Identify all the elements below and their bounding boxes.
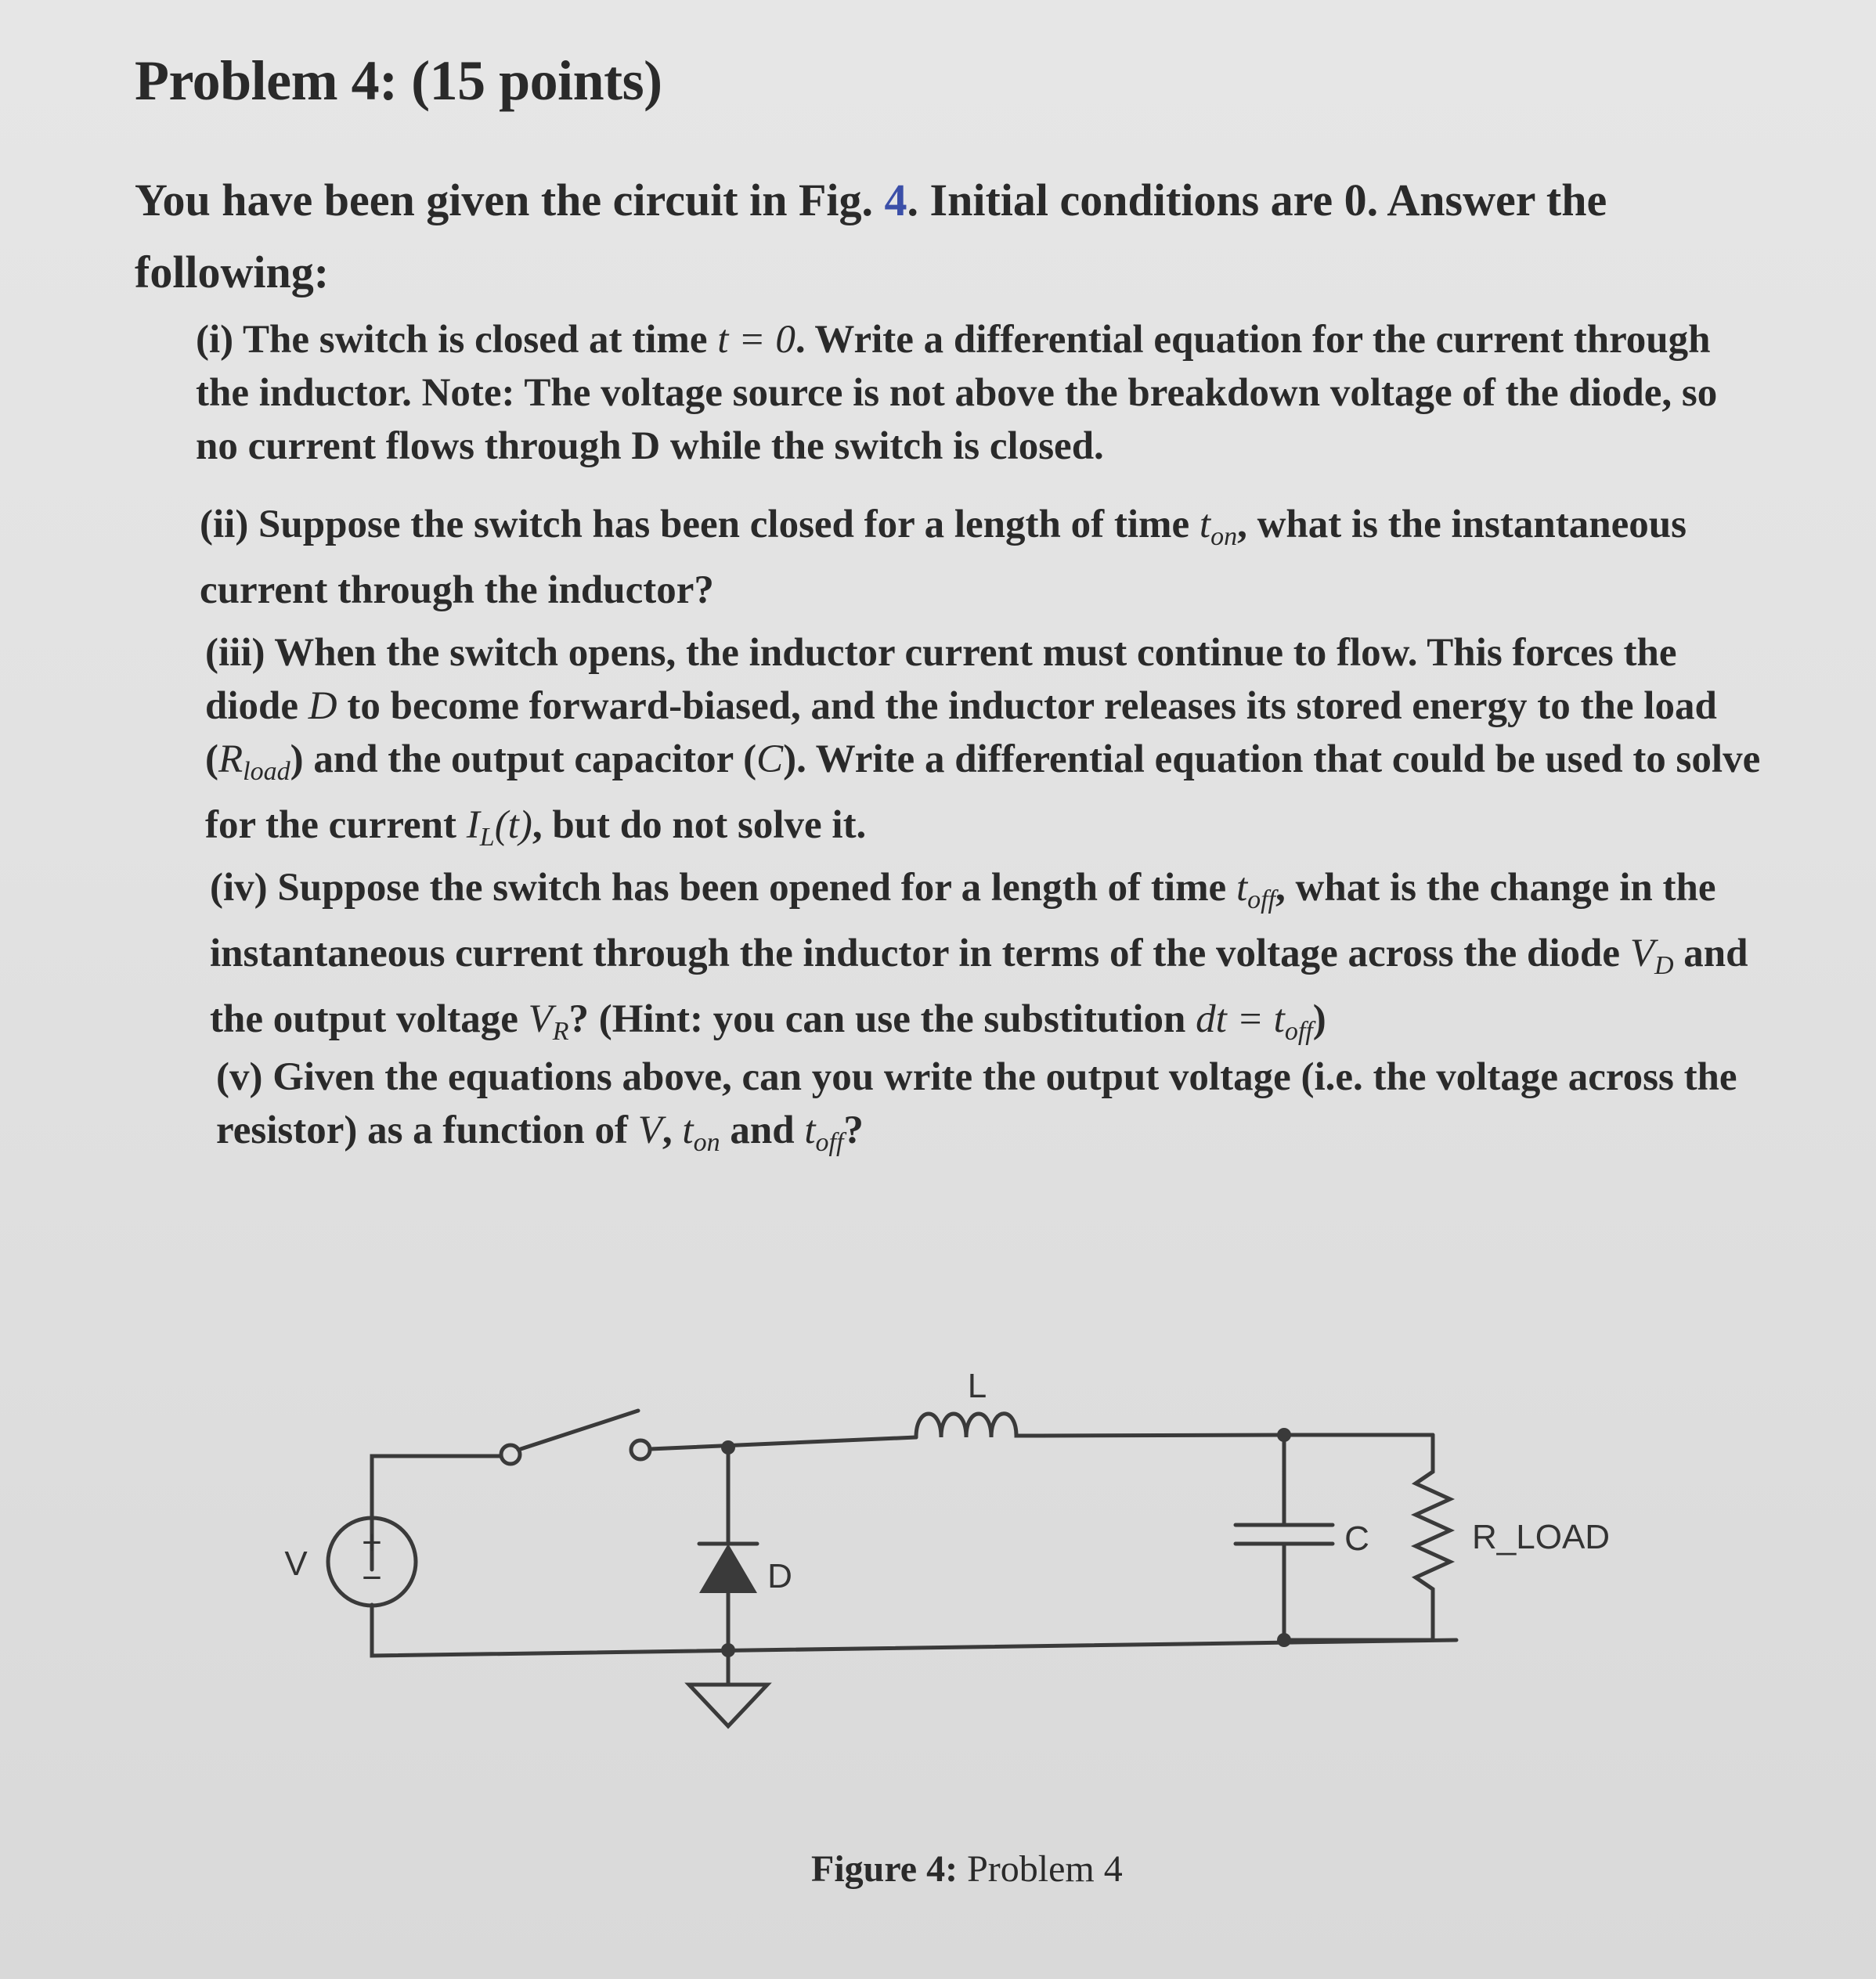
question-iv-math-vr: V — [528, 997, 553, 1041]
wire-inductor-to-output — [1041, 1435, 1433, 1436]
diode-label: D — [767, 1557, 792, 1595]
question-iv-text-a: (iv) Suppose the switch has been opened for a length of time — [210, 866, 1236, 910]
question-v-math-toff: t — [804, 1108, 816, 1152]
question-i-math-t: t = 0 — [717, 318, 795, 362]
junction-dot-output-bottom — [1277, 1633, 1291, 1647]
question-iii-math-r: R — [218, 737, 244, 781]
question-ii-text-b: , what is the instantaneous current through the inductor? — [200, 503, 1687, 612]
question-iii-math-il-arg: (t) — [494, 803, 532, 847]
question-iii-text-e: , but do not solve it. — [532, 803, 867, 847]
question-iii-text-c: ) and the output capacitor ( — [290, 737, 757, 781]
question-iv-math-t-sub: off — [1247, 885, 1276, 914]
question-iii-text-b: to become forward-biased, and the inductor releases its stored energy to the load ( — [205, 684, 1717, 781]
question-ii-math-sub: on — [1210, 522, 1238, 551]
question-iv-text-b: , what is the change in the instantaneous current through the inductor in terms of the voltage across the diode — [210, 866, 1716, 975]
question-iii-text-a: (iii) When the switch opens, the inductor current must continue to flow. This forces the diode — [205, 631, 1677, 728]
inductor-coil — [916, 1414, 1041, 1437]
question-iv-math-dt: dt = t — [1196, 997, 1285, 1041]
question-iii-math-il: I — [466, 803, 480, 847]
question-ii-text-a: (ii) Suppose the switch has been closed for a length of time — [200, 503, 1200, 546]
switch-right-terminal — [631, 1440, 650, 1459]
question-i-text-b: . Write a differential equation for the current through the inductor. Note: The voltage source is not above the breakdown voltage of the diode, so no current flows through D while the switch is closed. — [196, 318, 1718, 468]
figure-caption-text: Problem 4 — [958, 1848, 1123, 1890]
question-iv-math-vd-sub: D — [1654, 951, 1674, 980]
ground-symbol — [689, 1685, 767, 1726]
inductor-label: L — [967, 1367, 987, 1405]
intro-text-1: You have been given the circuit in Fig. — [135, 175, 885, 225]
switch-left-terminal — [501, 1445, 520, 1464]
question-iv-math-dt-sub: off — [1284, 1017, 1313, 1046]
question-v-math-ton: t — [682, 1108, 694, 1152]
junction-dot-output-top — [1277, 1428, 1291, 1442]
junction-dot-diode-bottom — [721, 1643, 735, 1657]
wire-source-to-switch — [372, 1456, 501, 1570]
figure-caption — [811, 1847, 1123, 1891]
question-iv-text-d: ? (Hint: you can use the substitution — [568, 997, 1196, 1041]
question-v-text-a: (v) Given the equations above, can you write the output voltage (i.e. the voltage across the resistor) as a function of — [216, 1055, 1737, 1152]
resistor-label: R_LOAD — [1472, 1518, 1611, 1556]
question-iii-math-d: D — [308, 684, 337, 728]
wire-ground-rail — [372, 1605, 1456, 1656]
switch-blade — [518, 1411, 638, 1450]
question-iv-math-vr-sub: R — [552, 1017, 569, 1046]
problem-title: Problem 4: (15 points) — [135, 49, 662, 112]
question-v-text-d: ? — [843, 1108, 864, 1152]
question-i-text-a: (i) The switch is closed at time — [196, 318, 718, 362]
question-iii-math-il-sub: L — [479, 823, 495, 852]
question-iii-text-d: ). Write a differential equation that could be used to solve for the current — [205, 737, 1761, 847]
question-v-text-c: and — [720, 1108, 805, 1152]
question-iii-math-r-sub: load — [243, 757, 290, 786]
source-plus-sign: + — [362, 1523, 382, 1562]
diode-triangle — [699, 1544, 757, 1593]
junction-dot-diode-top — [721, 1440, 735, 1455]
source-minus-sign: − — [362, 1559, 382, 1597]
figure-caption-label: Figure 4: — [811, 1848, 958, 1890]
figure-reference-link[interactable]: 4 — [884, 175, 907, 225]
source-label: V — [284, 1545, 308, 1583]
question-iii-math-c: C — [756, 737, 784, 781]
capacitor-label: C — [1344, 1519, 1369, 1558]
question-iv-text-e: ) — [1312, 997, 1326, 1041]
intro-text-2: . Initial conditions are 0. Answer the following: — [135, 175, 1607, 297]
question-iv-text-c: and the output voltage — [210, 932, 1748, 1041]
question-v-math-toff-sub: off — [815, 1128, 844, 1157]
question-iv-math-t: t — [1236, 866, 1248, 910]
question-ii-math-t: t — [1199, 503, 1211, 546]
question-v-math-ton-sub: on — [693, 1128, 720, 1157]
wire-switch-to-inductor — [650, 1437, 916, 1449]
question-iv-math-vd: V — [1629, 932, 1654, 975]
question-v-text-b: , — [662, 1108, 683, 1152]
question-v-math-v: V — [637, 1108, 662, 1152]
